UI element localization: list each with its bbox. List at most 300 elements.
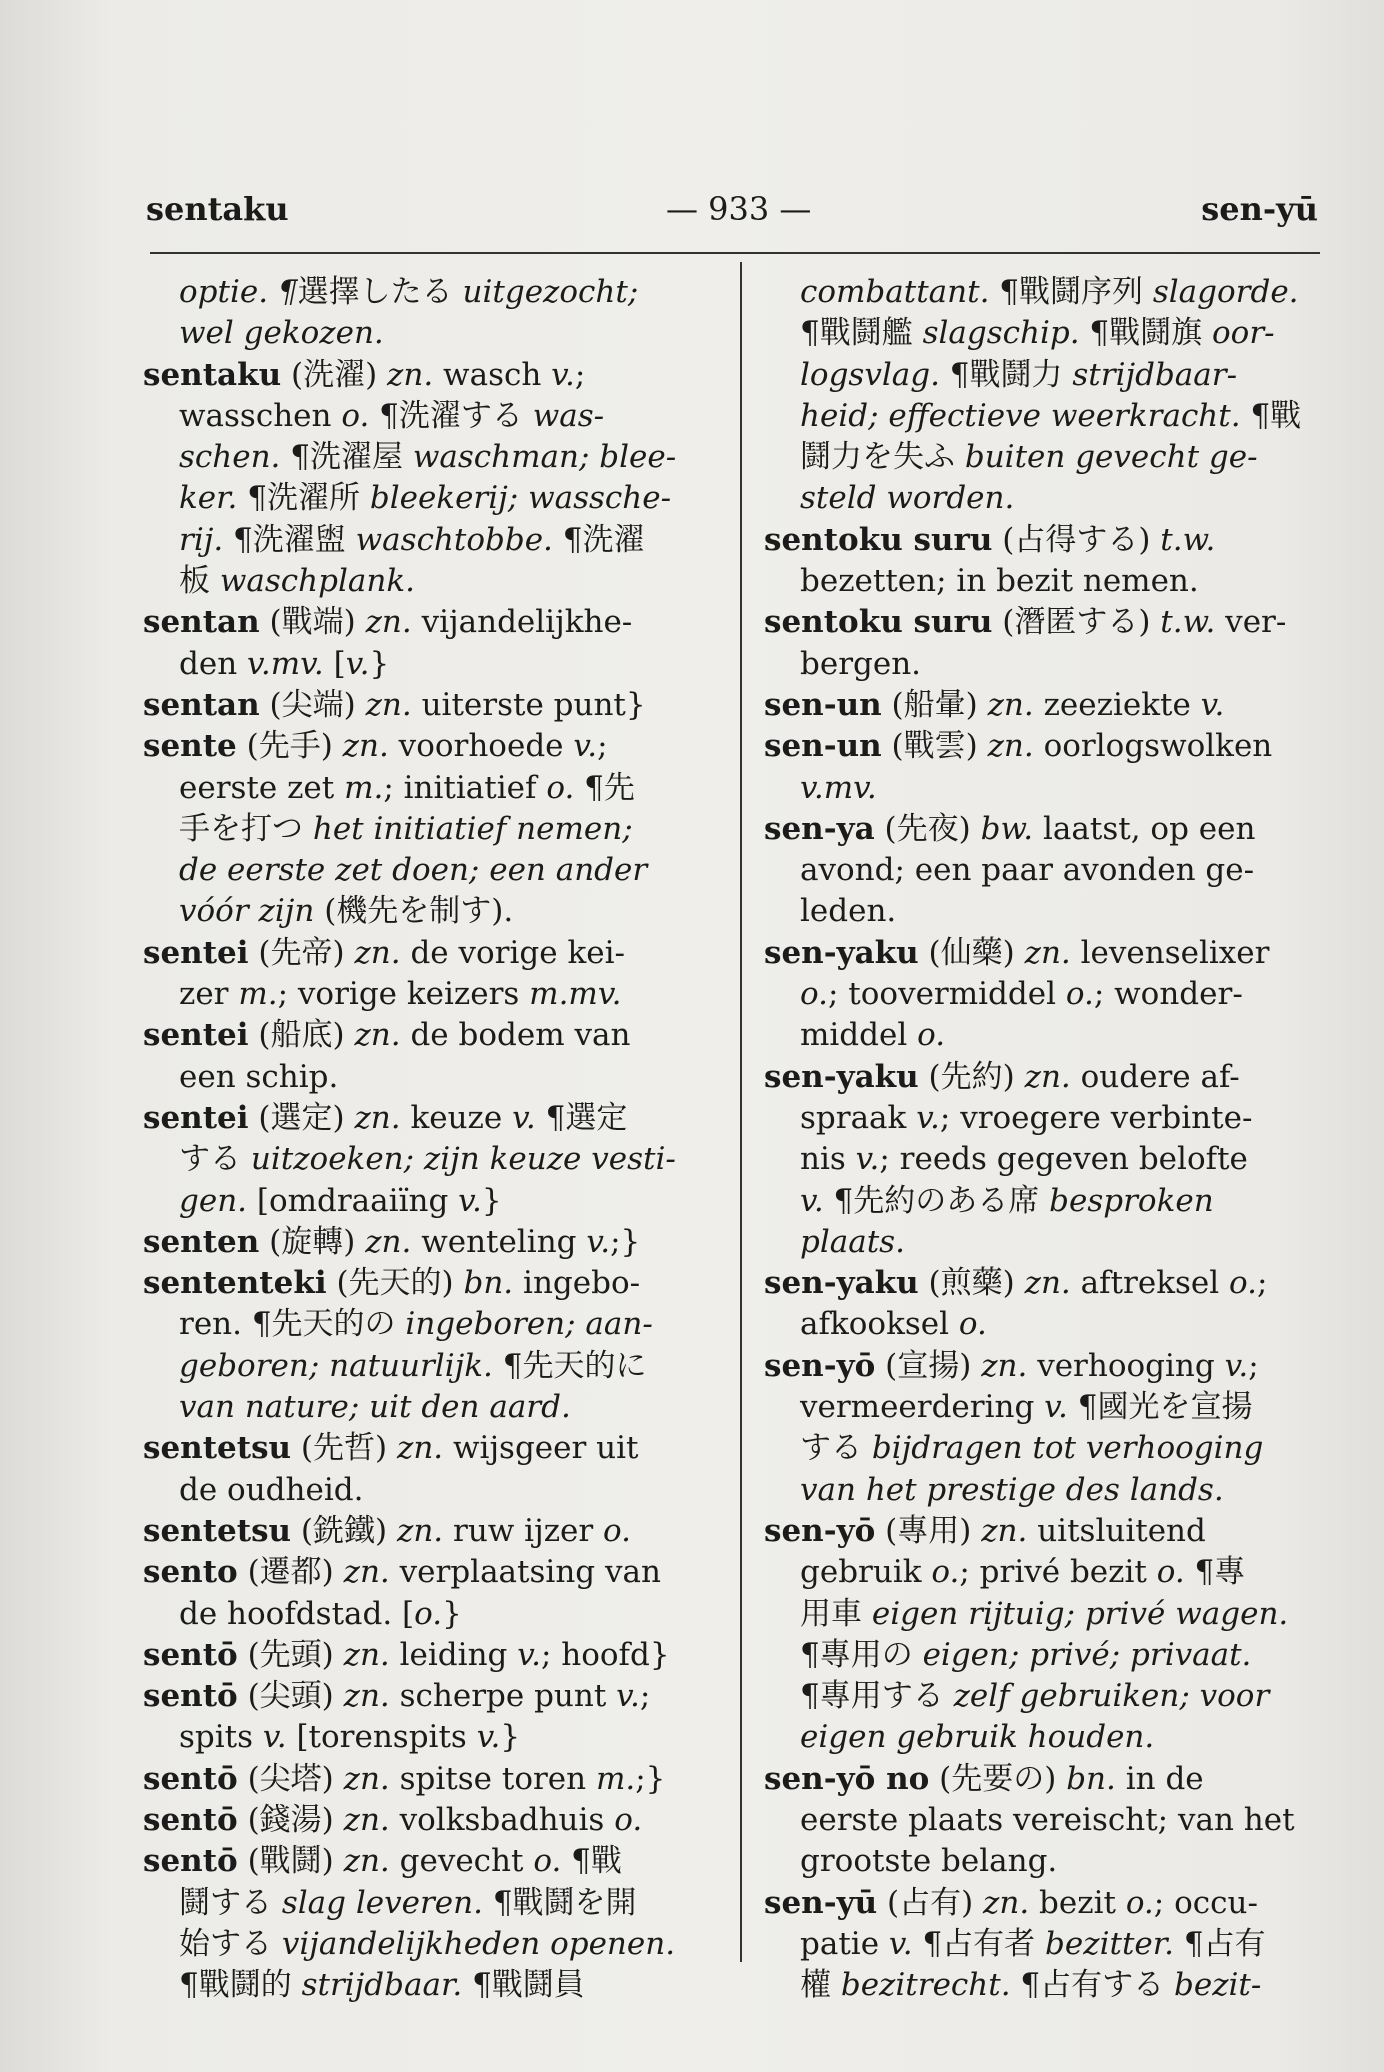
headword: sen-yaku xyxy=(764,1058,919,1095)
entry-text: uitzoeken; zijn keuze vesti- xyxy=(250,1141,676,1178)
entry-text: wasch xyxy=(433,356,552,393)
entry-text: ker. xyxy=(179,480,238,517)
entry-text: zn. xyxy=(342,728,389,765)
entry-text: zn. xyxy=(343,1843,390,1880)
entry-text: o. xyxy=(614,1801,643,1838)
entry-line xyxy=(764,1841,1320,1882)
entry-text: (戰雲) xyxy=(881,728,988,765)
entry-text: (專用) xyxy=(875,1512,982,1549)
entry-text: v. xyxy=(458,1182,482,1219)
entry-line xyxy=(143,726,718,767)
entry-line xyxy=(143,1594,718,1635)
entry-text: (船底) xyxy=(248,1017,355,1054)
entry-text: zn. xyxy=(1024,1265,1071,1302)
entry-text: logsvlag. xyxy=(800,356,940,393)
headword: sen-un xyxy=(764,686,882,723)
headword: senten xyxy=(143,1223,260,1260)
entry-text: ¶戰鬪旗 xyxy=(1079,315,1213,352)
entry-line xyxy=(143,1387,718,1428)
entry-text: slagschip. xyxy=(922,315,1080,352)
entry-line xyxy=(764,1883,1320,1924)
entry-text: 手を打つ xyxy=(179,810,313,847)
entry-text: m. xyxy=(344,769,384,806)
entry-text: heid; effectieve weerkracht. xyxy=(800,397,1241,434)
entry-text: o. xyxy=(533,1843,562,1880)
entry-text: spraak xyxy=(800,1099,917,1136)
entry-text: ¶占有 xyxy=(1174,1925,1266,1962)
entry-text: bw. xyxy=(980,810,1034,847)
entry-line xyxy=(143,355,718,396)
entry-line xyxy=(764,1800,1320,1841)
entry-text: eigen gebruik houden. xyxy=(800,1719,1155,1756)
entry-text: ¶戰鬪的 xyxy=(179,1967,302,2004)
entry-line xyxy=(143,1759,718,1800)
entry-text: ¶洗濯する xyxy=(369,397,533,434)
entry-text: (銑鐵) xyxy=(291,1512,397,1549)
entry-text: de oudheid. xyxy=(179,1471,364,1508)
entry-text: van het prestige des lands. xyxy=(800,1471,1224,1508)
entry-text: (先約) xyxy=(918,1058,1025,1095)
entry-text: strijdbaar. xyxy=(301,1967,463,2004)
entry-line xyxy=(143,1304,718,1345)
entry-text: bezitter. xyxy=(1045,1925,1175,1962)
headword: sentan xyxy=(143,604,260,641)
entry-text: ;} xyxy=(610,1223,641,1260)
entry-line xyxy=(143,1181,718,1222)
entry-text: v. xyxy=(573,728,598,765)
entry-text: o. xyxy=(414,1595,443,1632)
entry-text: ; vorige keizers xyxy=(277,976,530,1013)
entry-text: ruw ijzer xyxy=(443,1512,604,1549)
entry-line xyxy=(764,850,1320,891)
headword: sentō xyxy=(143,1678,238,1715)
entry-text: ¶專用の xyxy=(800,1636,923,1673)
entry-text: v. xyxy=(262,1719,287,1756)
entry-text: v. xyxy=(800,1182,824,1219)
entry-text: ¶專 xyxy=(1184,1554,1246,1591)
entry-line xyxy=(143,1717,718,1758)
entry-line xyxy=(143,891,718,932)
entry-text: ; xyxy=(1248,1347,1259,1384)
headword: sentō xyxy=(143,1801,238,1838)
entry-text: v. xyxy=(916,1099,940,1136)
entry-line xyxy=(143,1511,718,1552)
entry-text: (尖端) xyxy=(259,686,366,723)
headword: sentō xyxy=(143,1636,238,1673)
headword: sen-ya xyxy=(764,810,875,847)
entry-line xyxy=(764,1346,1320,1387)
entry-text: plaats. xyxy=(800,1223,905,1260)
entry-line xyxy=(143,313,718,354)
entry-line xyxy=(143,644,718,685)
entry-text: waschman; blee- xyxy=(412,439,677,476)
entry-text: ¶戰鬪員 xyxy=(462,1967,585,2004)
headword: sentō xyxy=(143,1760,238,1797)
entry-text: o. xyxy=(1156,1554,1185,1591)
entry-text: de hoofdstad. [ xyxy=(179,1595,415,1632)
entry-line xyxy=(764,1098,1320,1139)
entry-text: grootste belang. xyxy=(800,1843,1058,1880)
headword: sen-yaku xyxy=(764,934,919,971)
entry-text: o. xyxy=(603,1512,632,1549)
entry-text: する xyxy=(179,1141,251,1178)
entry-text: ¶占有する xyxy=(1010,1967,1174,2004)
entry-text: den xyxy=(179,645,248,682)
entry-text: v. xyxy=(1200,686,1225,723)
entry-text: (仙藥) xyxy=(918,934,1025,971)
entry-text: (先帝) xyxy=(248,934,355,971)
entry-text: zn. xyxy=(365,686,412,723)
entry-text: o. xyxy=(931,1554,960,1591)
entry-line xyxy=(764,933,1320,974)
entry-line xyxy=(764,1387,1320,1428)
entry-text: ¶戰鬪力 xyxy=(939,356,1073,393)
entry-text: geboren; natuurlijk. xyxy=(179,1347,493,1384)
entry-line xyxy=(143,1635,718,1676)
entry-text: zn. xyxy=(987,728,1034,765)
entry-text: (洗濯) xyxy=(281,356,388,393)
entry-text: zn. xyxy=(365,604,412,641)
entry-line xyxy=(764,478,1320,519)
entry-text: (宣揚) xyxy=(875,1347,982,1384)
entry-text: (遷都) xyxy=(237,1554,344,1591)
entry-text: ; xyxy=(574,356,586,393)
entry-text: (煎藥) xyxy=(918,1265,1025,1302)
entry-text: ¶洗濯所 xyxy=(237,480,370,517)
entry-line xyxy=(764,1965,1320,2006)
entry-text: v. xyxy=(345,645,370,682)
entry-text: zelf gebruiken; voor xyxy=(953,1678,1270,1715)
entry-text: v. xyxy=(1224,1347,1249,1384)
entry-text: laatst, op een xyxy=(1033,810,1256,847)
entry-line xyxy=(143,602,718,643)
entry-text: zn. xyxy=(343,1801,390,1838)
entry-text: een schip. xyxy=(179,1058,339,1095)
entry-text: (潛匿する) xyxy=(992,604,1161,641)
entry-text: slagorde. xyxy=(1152,274,1299,310)
entry-text: eigen rijtuig; privé wagen. xyxy=(871,1595,1289,1632)
entry-text: 始する xyxy=(179,1925,282,1962)
entry-text: ;} xyxy=(635,1760,666,1797)
entry-text: (尖塔) xyxy=(237,1760,344,1797)
entry-text: o. xyxy=(1065,976,1094,1013)
entry-line xyxy=(143,1139,718,1180)
entry-text: strijdbaar- xyxy=(1072,356,1238,393)
entry-text: v. xyxy=(517,1636,541,1673)
entry-text: (先要の) xyxy=(929,1760,1067,1797)
entry-line xyxy=(764,1759,1320,1800)
entry-line xyxy=(764,602,1320,643)
entry-line xyxy=(764,1428,1320,1469)
entry-text: avond; een paar avonden ge- xyxy=(800,852,1255,889)
entry-text: spitse toren xyxy=(389,1760,596,1797)
entry-line xyxy=(143,1676,718,1717)
entry-text: o. xyxy=(341,397,370,434)
header-left-guideword: sentaku xyxy=(146,190,289,228)
entry-text: wijsgeer uit xyxy=(443,1430,639,1467)
entry-text: ¶專用する xyxy=(800,1678,954,1715)
entry-text: ¶先 xyxy=(574,769,635,806)
entry-text: v. xyxy=(476,1719,501,1756)
entry-text: ¶戰鬪を開 xyxy=(482,1884,637,1921)
entry-text: nis xyxy=(800,1141,856,1178)
entry-line xyxy=(764,1263,1320,1304)
entry-text: v. xyxy=(888,1925,913,1962)
entry-text: steld worden. xyxy=(800,480,1015,517)
entry-text: zn. xyxy=(343,1678,390,1715)
entry-text: } xyxy=(442,1595,462,1632)
headword: sen-yō no xyxy=(764,1760,930,1797)
entry-text: het initiatief nemen; xyxy=(312,810,633,847)
entry-line xyxy=(143,768,718,809)
entry-text: v. xyxy=(512,1099,536,1136)
entry-line xyxy=(764,437,1320,478)
entry-text: zn. xyxy=(1024,934,1071,971)
entry-text: (先天的) xyxy=(326,1265,464,1302)
entry-line xyxy=(764,1139,1320,1180)
entry-text: oor- xyxy=(1212,315,1275,352)
entry-line xyxy=(143,1263,718,1304)
entry-text: afkooksel xyxy=(800,1306,959,1343)
entry-text: wenteling xyxy=(411,1223,587,1260)
entry-text: v.mv. xyxy=(247,645,324,682)
entry-text: ¶戰 xyxy=(561,1843,622,1880)
entry-text: zn. xyxy=(981,1512,1028,1549)
entry-line xyxy=(764,1552,1320,1593)
headword: sentei xyxy=(143,1099,249,1136)
entry-text: oorlogswolken xyxy=(1033,728,1273,765)
entry-text: 選擇したる xyxy=(297,274,453,310)
entry-line xyxy=(143,1428,718,1469)
entry-line xyxy=(764,272,1320,313)
entry-line xyxy=(143,1222,718,1263)
entry-text: voorhoede xyxy=(388,728,574,765)
entry-text: de bodem van xyxy=(400,1017,631,1054)
headword: sen-yō xyxy=(764,1512,876,1549)
header-rule xyxy=(150,252,1320,254)
entry-text: waschtobbe. xyxy=(355,521,553,558)
headword: sen-yū xyxy=(764,1884,878,1921)
entry-line xyxy=(764,1470,1320,1511)
entry-text: van nature; uit den aard. xyxy=(179,1389,571,1426)
entry-line xyxy=(143,1057,718,1098)
entry-text: vóór zijn xyxy=(179,893,315,930)
entry-text: o. xyxy=(1125,1884,1154,1921)
entry-text: (錢湯) xyxy=(237,1801,344,1838)
entry-text: eigen; privé; privaat. xyxy=(922,1636,1252,1673)
headword: sentoku suru xyxy=(764,521,993,558)
entry-text: する xyxy=(800,1430,872,1467)
entry-text: zn. xyxy=(343,1760,390,1797)
entry-text: wel gekozen. xyxy=(179,315,384,352)
entry-text: volksbadhuis xyxy=(389,1801,615,1838)
entry-text: scherpe punt xyxy=(389,1678,617,1715)
entry-text: ; privé bezit xyxy=(959,1554,1157,1591)
entry-text: (占有) xyxy=(877,1884,984,1921)
entry-text: bijdragen tot verhooging xyxy=(871,1430,1264,1467)
entry-line xyxy=(143,1552,718,1593)
entry-text: gen. xyxy=(179,1182,248,1219)
entry-text: verplaatsing van xyxy=(389,1554,661,1591)
entry-line xyxy=(143,685,718,726)
entry-text: ; xyxy=(597,728,608,765)
entry-text: ; toovermiddel xyxy=(827,976,1066,1013)
entry-text: zeeziekte xyxy=(1033,686,1201,723)
entry-text: (先頭) xyxy=(237,1636,344,1673)
entry-text: ver- xyxy=(1215,604,1287,641)
entry-text: uitsluitend xyxy=(1027,1512,1206,1549)
entry-text: vijandelijkhe- xyxy=(411,604,633,641)
entry-text: v. xyxy=(616,1678,640,1715)
entry-text: bleekerij; wassche- xyxy=(369,480,672,517)
entry-line xyxy=(143,1800,718,1841)
entry-text: m. xyxy=(595,1760,636,1797)
entry-text: ren. ¶先天的の xyxy=(179,1306,406,1343)
entry-text: ¶國光を宣揚 xyxy=(1067,1389,1253,1426)
entry-line xyxy=(764,1594,1320,1635)
entry-line xyxy=(764,1635,1320,1676)
headword: sente xyxy=(143,728,237,765)
entry-line xyxy=(143,1470,718,1511)
entry-line xyxy=(764,1717,1320,1758)
entry-text: ; wonder- xyxy=(1093,976,1243,1013)
entry-line xyxy=(764,561,1320,602)
entry-text: vermeerdering xyxy=(800,1389,1045,1426)
entry-text: o. xyxy=(1229,1265,1257,1302)
entry-text: wasschen xyxy=(179,397,342,434)
entry-text: ¶占有者 xyxy=(912,1925,1046,1962)
entry-text: (占得する) xyxy=(992,521,1161,558)
entry-text: ingebo- xyxy=(513,1265,641,1302)
entry-text: v. xyxy=(855,1141,880,1178)
entry-text: v.mv. xyxy=(800,769,877,806)
entry-text: oudere af- xyxy=(1070,1058,1240,1095)
entry-line xyxy=(143,437,718,478)
entry-text: zn. xyxy=(983,1884,1030,1921)
entry-text: zn. xyxy=(396,1430,444,1467)
entry-line xyxy=(143,1965,718,2006)
entry-line xyxy=(143,396,718,437)
entry-text: (戰端) xyxy=(259,604,366,641)
entry-line xyxy=(143,1841,718,1882)
entry-text: in de xyxy=(1115,1760,1204,1797)
entry-text: (旋轉) xyxy=(259,1223,366,1260)
entry-line xyxy=(764,1304,1320,1345)
entry-line xyxy=(764,313,1320,354)
entry-text: zn. xyxy=(987,686,1034,723)
entry-line xyxy=(143,933,718,974)
entry-text: zn. xyxy=(343,1636,390,1673)
entry-text: was- xyxy=(532,397,605,434)
headword: sento xyxy=(143,1554,238,1591)
entry-text: ¶戰鬪艦 xyxy=(800,315,923,352)
entry-text: patie xyxy=(800,1925,889,1962)
headword: sententeki xyxy=(143,1265,327,1302)
entry-text: zn. xyxy=(387,356,434,393)
entry-text: (選定) xyxy=(248,1099,355,1136)
entry-line xyxy=(764,520,1320,561)
headword: sen-un xyxy=(764,728,882,765)
entry-text: ; initiatief xyxy=(383,769,547,806)
entry-text: ; hoofd} xyxy=(540,1636,670,1673)
entry-text: o. xyxy=(917,1017,946,1054)
headword: sentoku suru xyxy=(764,604,993,641)
entry-text: (船暈) xyxy=(881,686,988,723)
entry-line xyxy=(764,1924,1320,1965)
entry-text: (戰鬪) xyxy=(237,1843,344,1880)
entry-text: 鬪する xyxy=(179,1884,282,1921)
entry-text: 用車 xyxy=(800,1595,872,1632)
entry-text: optie. ¶ xyxy=(179,274,298,310)
entry-text: zn. xyxy=(396,1512,444,1549)
headword: sentō xyxy=(143,1843,238,1880)
entry-line xyxy=(764,355,1320,396)
entry-line xyxy=(764,644,1320,685)
entry-text: ¶戰鬪序列 xyxy=(989,274,1153,310)
entry-text: [omdraaiïng xyxy=(247,1182,459,1219)
entry-text: ; reeds gegeven belofte xyxy=(879,1141,1248,1178)
entry-text: ; occu- xyxy=(1153,1884,1258,1921)
entry-line xyxy=(143,974,718,1015)
entry-text: zer xyxy=(179,976,239,1013)
entry-text: ; vroegere verbinte- xyxy=(939,1099,1253,1136)
entry-text: o. xyxy=(800,976,828,1013)
page-number: — 933 — xyxy=(666,190,812,228)
headword: sentetsu xyxy=(143,1430,292,1467)
entry-text: bergen. xyxy=(800,645,922,682)
left-column xyxy=(143,272,718,2006)
entry-text: aftreksel xyxy=(1070,1265,1230,1302)
entry-line xyxy=(143,1883,718,1924)
entry-text: ingeboren; aan- xyxy=(405,1306,653,1343)
entry-text: levenselixer xyxy=(1070,934,1270,971)
entry-text: waschplank. xyxy=(219,563,415,600)
entry-text: bezit- xyxy=(1174,1967,1262,2004)
entry-text: o. xyxy=(958,1306,987,1343)
entry-line xyxy=(764,685,1320,726)
entry-text: middel xyxy=(800,1017,918,1054)
entry-text: gevecht xyxy=(389,1843,534,1880)
entry-text: 權 xyxy=(800,1967,841,2004)
entry-text: de vorige kei- xyxy=(400,934,625,971)
entry-text: 鬪力を失ふ xyxy=(800,439,965,476)
entry-text: } xyxy=(500,1719,521,1756)
entry-line xyxy=(143,1346,718,1387)
entry-text: ¶先天的に xyxy=(492,1347,647,1384)
entry-text: bn. xyxy=(463,1265,514,1302)
entry-text: spits xyxy=(179,1719,263,1756)
headword: sentan xyxy=(143,686,260,723)
entry-text: zn. xyxy=(1024,1058,1071,1095)
entry-text: zn. xyxy=(343,1554,390,1591)
entry-line xyxy=(143,478,718,519)
entry-line xyxy=(764,1181,1320,1222)
entry-line xyxy=(143,1924,718,1965)
entry-text: zn. xyxy=(354,934,401,971)
entry-text: t.w. xyxy=(1160,604,1216,641)
headword: sentei xyxy=(143,934,249,971)
entry-text: bn. xyxy=(1066,1760,1116,1797)
entry-text: (先夜) xyxy=(874,810,981,847)
entry-text: zn. xyxy=(365,1223,412,1260)
entry-line xyxy=(764,1222,1320,1263)
entry-text: schen. xyxy=(179,439,281,476)
entry-line xyxy=(143,1015,718,1056)
entry-line xyxy=(764,726,1320,767)
entry-text: keuze xyxy=(400,1099,513,1136)
entry-text: ¶洗濯 xyxy=(552,521,645,558)
entry-text: combattant. xyxy=(800,274,990,310)
